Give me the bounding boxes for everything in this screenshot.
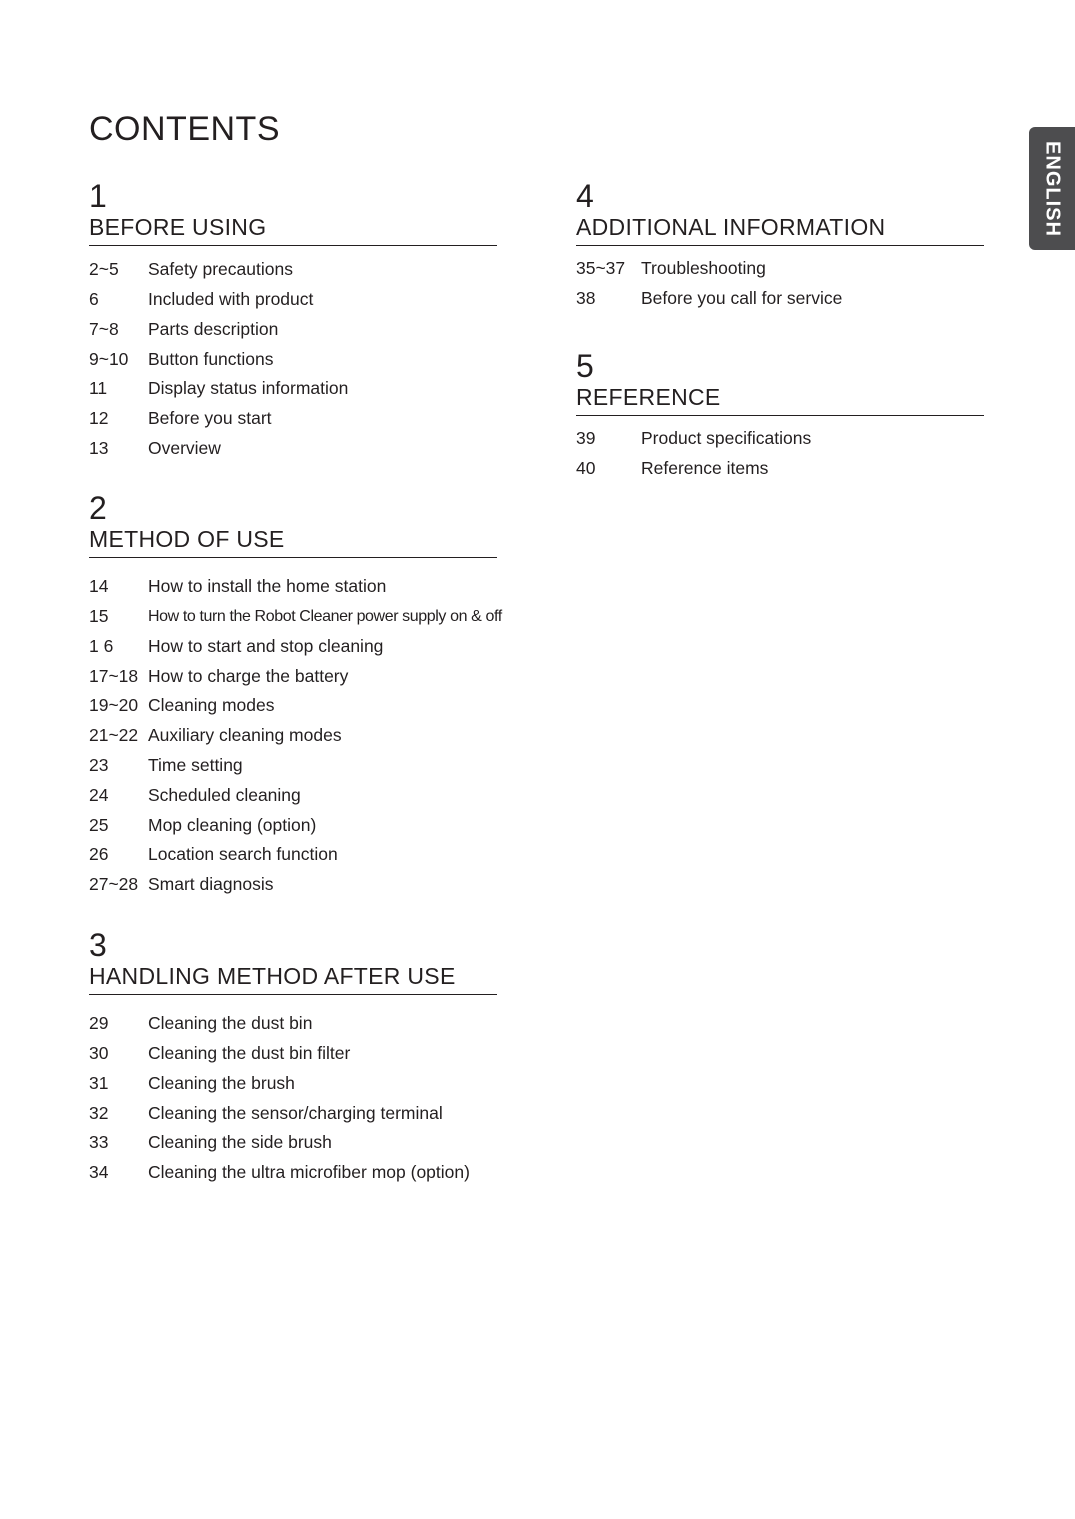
toc-title: Parts description — [148, 318, 279, 339]
toc-title: Scheduled cleaning — [148, 784, 301, 805]
toc-title: Reference items — [641, 457, 769, 478]
toc-title: How to start and stop cleaning — [148, 635, 384, 656]
toc-title: How to charge the battery — [148, 665, 349, 686]
toc-entry[interactable] — [89, 1128, 497, 1158]
toc-entry[interactable] — [89, 285, 497, 315]
section-number: 5 — [576, 348, 594, 384]
toc-title: Cleaning the dust bin — [148, 1013, 313, 1034]
toc-entry[interactable] — [89, 434, 497, 464]
section-title: METHOD OF USE — [89, 522, 497, 558]
section-method-of-use — [89, 490, 502, 900]
toc-page: 34 — [89, 1162, 109, 1183]
toc-page: 40 — [576, 457, 596, 478]
toc-entry[interactable] — [89, 1009, 497, 1039]
toc-title: Before you start — [148, 408, 272, 429]
toc-entry[interactable] — [89, 781, 497, 811]
toc-entry[interactable] — [89, 1069, 497, 1099]
toc-page: 23 — [89, 754, 109, 775]
page-title: CONTENTS — [89, 110, 280, 148]
toc-entry[interactable] — [89, 840, 497, 870]
toc-page: 39 — [576, 428, 596, 449]
toc-entry[interactable] — [89, 632, 497, 662]
toc-entry[interactable] — [89, 1039, 497, 1069]
toc-entry[interactable] — [89, 751, 497, 781]
toc-title: Cleaning the ultra microfiber mop (option) — [148, 1162, 470, 1183]
section-number: 3 — [89, 927, 107, 963]
toc-entry[interactable] — [89, 1098, 497, 1128]
toc-entry[interactable] — [576, 284, 984, 314]
toc-page: 33 — [89, 1132, 109, 1153]
toc-title: Smart diagnosis — [148, 874, 274, 895]
toc-entry[interactable] — [576, 454, 984, 484]
section-title: HANDLING METHOD AFTER USE — [89, 959, 497, 995]
toc-entry[interactable] — [89, 255, 497, 285]
toc-page: 11 — [89, 378, 108, 399]
toc-page: 12 — [89, 408, 109, 429]
toc-page: 30 — [89, 1042, 109, 1063]
toc-page: 14 — [89, 576, 109, 597]
toc-entry[interactable] — [89, 870, 497, 900]
toc-entry[interactable] — [576, 424, 984, 454]
toc-entry[interactable] — [89, 602, 502, 632]
toc-page: 17~18 — [89, 665, 139, 686]
toc-page: 27~28 — [89, 874, 139, 895]
section-title: ADDITIONAL INFORMATION — [576, 210, 984, 246]
toc-list — [89, 572, 502, 900]
toc-entry[interactable] — [89, 315, 497, 345]
toc-page: 32 — [89, 1102, 109, 1123]
toc-title: How to install the home station — [148, 576, 387, 597]
toc-entry[interactable] — [89, 344, 497, 374]
toc-page: 15 — [89, 605, 109, 626]
toc-title: Cleaning the sensor/charging terminal — [148, 1102, 443, 1123]
section-number: 1 — [89, 178, 107, 214]
toc-page: 13 — [89, 437, 109, 458]
toc-page: 38 — [576, 287, 596, 308]
toc-entry[interactable] — [89, 691, 497, 721]
toc-page: 1 6 — [89, 635, 114, 656]
toc-title: Before you call for service — [641, 287, 843, 308]
toc-title: Cleaning the side brush — [148, 1132, 332, 1153]
section-number: 2 — [89, 490, 107, 526]
language-tab-label: ENGLISH — [1041, 140, 1064, 237]
toc-page: 31 — [89, 1072, 109, 1093]
toc-entry[interactable] — [89, 1158, 497, 1188]
section-number: 4 — [576, 178, 594, 214]
toc-page: 35~37 — [576, 258, 626, 279]
toc-entry[interactable] — [89, 374, 497, 404]
toc-page: 6 — [89, 288, 99, 309]
language-tab — [1029, 127, 1075, 250]
section-handling-after-use — [89, 929, 497, 1188]
toc-page: 7~8 — [89, 318, 119, 339]
section-title: REFERENCE — [576, 380, 984, 416]
toc-page: 25 — [89, 814, 109, 835]
toc-page: 24 — [89, 784, 109, 805]
toc-entry[interactable] — [89, 810, 497, 840]
toc-title: Included with product — [148, 288, 314, 309]
section-before-using — [89, 180, 497, 464]
toc-title: Product specifications — [641, 428, 812, 449]
toc-page: 21~22 — [89, 725, 139, 746]
toc-page: 19~20 — [89, 695, 139, 716]
toc-entry[interactable] — [89, 572, 497, 602]
toc-title: Auxiliary cleaning modes — [148, 725, 342, 746]
toc-entry[interactable] — [89, 661, 497, 691]
toc-title: Overview — [148, 437, 221, 458]
toc-page: 29 — [89, 1013, 109, 1034]
toc-title: Cleaning the dust bin filter — [148, 1042, 351, 1063]
toc-title: Safety precautions — [148, 259, 293, 280]
toc-list — [89, 255, 497, 464]
toc-title: How to turn the Robot Cleaner power supply on & off — [148, 607, 502, 625]
toc-title: Button functions — [148, 348, 274, 369]
toc-title: Location search function — [148, 844, 338, 865]
toc-page: 9~10 — [89, 348, 129, 369]
toc-title: Cleaning modes — [148, 695, 275, 716]
toc-list — [576, 424, 984, 484]
toc-list — [89, 1009, 497, 1188]
toc-entry[interactable] — [576, 254, 984, 284]
toc-list — [576, 254, 984, 314]
toc-entry[interactable] — [89, 404, 497, 434]
toc-entry[interactable] — [89, 721, 497, 751]
toc-page: 26 — [89, 844, 109, 865]
section-reference — [576, 350, 984, 484]
toc-title: Troubleshooting — [641, 258, 766, 279]
section-additional-information — [576, 180, 984, 314]
toc-page: 2~5 — [89, 259, 119, 280]
toc-title: Mop cleaning (option) — [148, 814, 317, 835]
toc-title: Time setting — [148, 754, 243, 775]
section-title: BEFORE USING — [89, 210, 497, 246]
toc-title: Cleaning the brush — [148, 1072, 295, 1093]
toc-title: Display status information — [148, 378, 349, 399]
